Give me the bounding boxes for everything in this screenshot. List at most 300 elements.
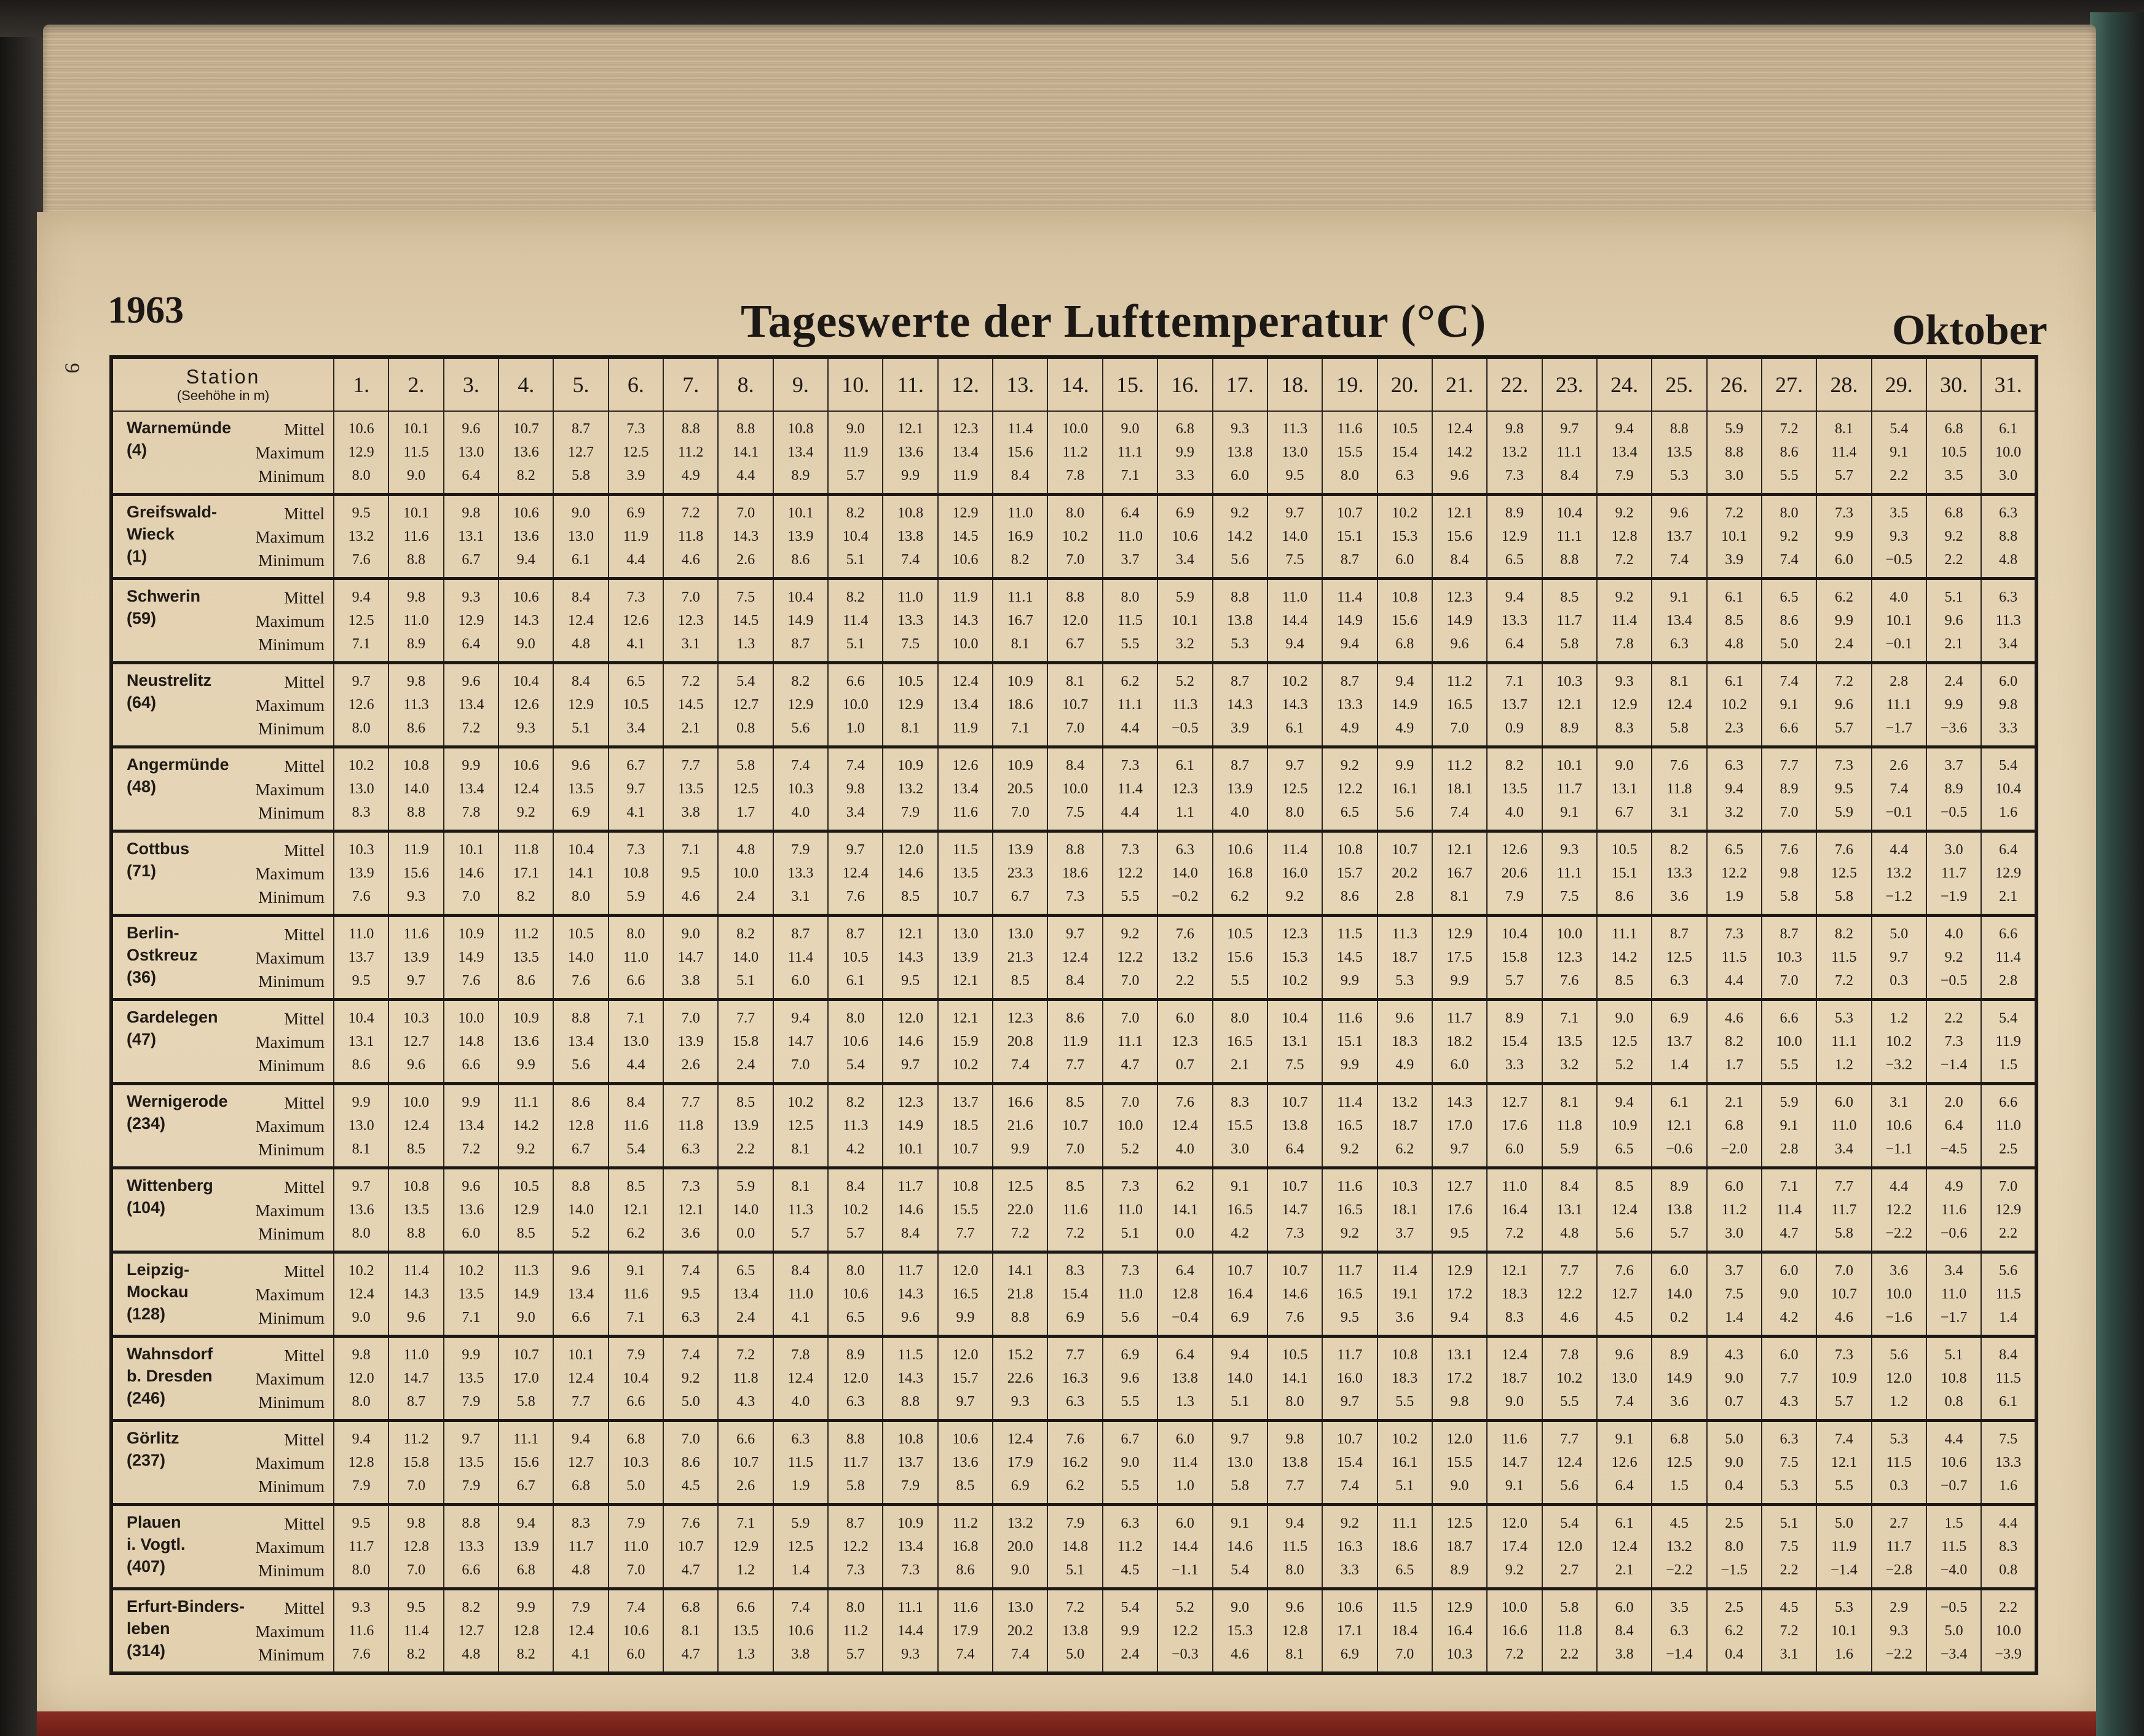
day-value-cell xyxy=(1542,1168,1597,1252)
minimum-value: 5.6 xyxy=(1231,552,1250,568)
maximum-value: 13.4 xyxy=(458,1118,484,1134)
maximum-value: 10.0 xyxy=(733,865,759,881)
minimum-value: 5.5 xyxy=(1834,1478,1853,1494)
day-value-cell xyxy=(1157,916,1212,1000)
mittel-value: 12.9 xyxy=(1446,926,1473,942)
day-value-cell xyxy=(773,831,828,916)
maximum-value: 9.2 xyxy=(1944,528,1963,544)
day-value-cell xyxy=(1707,1421,1762,1505)
mittel-value: 4.5 xyxy=(1779,1600,1799,1616)
mittel-value: 16.6 xyxy=(1007,1094,1033,1110)
minimum-value: 6.6 xyxy=(572,1310,591,1326)
minimum-value: 3.6 xyxy=(1669,889,1689,905)
maximum-value: 14.3 xyxy=(1282,697,1308,713)
mittel-value: 10.8 xyxy=(1336,842,1363,858)
mittel-value: 8.0 xyxy=(846,1600,865,1616)
minimum-value: 4.8 xyxy=(1999,552,2018,568)
day-value-cell xyxy=(1762,831,1816,916)
mittel-value: 9.0 xyxy=(1231,1600,1250,1616)
minimum-value: 8.0 xyxy=(1340,468,1359,484)
mittel-value: 9.4 xyxy=(1615,421,1634,437)
day-value-cell xyxy=(1103,1337,1157,1421)
minimum-value: 4.1 xyxy=(626,804,645,820)
day-value-cell xyxy=(883,916,937,1000)
day-value-cell xyxy=(609,1337,663,1421)
minimum-value: 0.0 xyxy=(736,1225,755,1241)
day-value-cell xyxy=(1047,579,1102,663)
mittel-value: 10.4 xyxy=(1501,926,1527,942)
day-value-cell xyxy=(1103,1505,1157,1589)
minimum-value: 6.0 xyxy=(1450,1057,1469,1073)
value-type-label: Mittel xyxy=(284,841,325,860)
maximum-value: 14.9 xyxy=(1446,613,1473,629)
station-cell xyxy=(111,411,334,495)
mittel-value: 2.4 xyxy=(1944,674,1963,689)
maximum-value: 13.9 xyxy=(787,528,814,544)
minimum-value: 5.7 xyxy=(1834,720,1853,736)
maximum-value: 14.3 xyxy=(897,1370,924,1386)
day-value-cell xyxy=(718,916,773,1000)
mittel-value: 8.1 xyxy=(1560,1094,1579,1110)
day-value-cell xyxy=(1597,1000,1652,1084)
mittel-value: 10.3 xyxy=(403,1010,430,1026)
day-value-cell xyxy=(334,1421,388,1505)
minimum-value: 5.8 xyxy=(1669,720,1689,736)
minimum-value: 9.9 xyxy=(1450,973,1469,989)
maximum-value: 16.5 xyxy=(1227,1034,1253,1050)
day-value-cell xyxy=(1597,1337,1652,1421)
maximum-value: 13.4 xyxy=(952,781,979,797)
minimum-value: 4.5 xyxy=(1615,1310,1634,1326)
maximum-value: 18.3 xyxy=(1392,1370,1418,1386)
minimum-value: 7.0 xyxy=(626,1562,645,1578)
minimum-value: 8.8 xyxy=(407,552,426,568)
minimum-value: −3.4 xyxy=(1940,1646,1968,1662)
minimum-value: 10.0 xyxy=(952,636,979,652)
maximum-value: 13.8 xyxy=(1666,1202,1692,1218)
minimum-value: 4.1 xyxy=(572,1646,591,1662)
minimum-value: 0.9 xyxy=(1505,720,1524,736)
day-value-cell xyxy=(883,1000,937,1084)
minimum-value: 9.3 xyxy=(901,1646,920,1662)
day-value-cell xyxy=(1981,1168,2036,1252)
station-row xyxy=(111,1421,2036,1505)
mittel-value: 14.3 xyxy=(1446,1094,1473,1110)
mittel-value: 11.0 xyxy=(1282,589,1308,605)
maximum-value: 18.6 xyxy=(1062,865,1089,881)
value-type-label: Maximum xyxy=(255,444,325,462)
mittel-value: 12.4 xyxy=(1501,1347,1527,1363)
day-value-cell xyxy=(828,1505,883,1589)
value-type-label: Maximum xyxy=(255,1454,325,1472)
mittel-value: 9.8 xyxy=(407,589,426,605)
maximum-value: 9.4 xyxy=(1725,781,1744,797)
maximum-value: 11.3 xyxy=(403,697,429,713)
maximum-value: 10.5 xyxy=(1941,444,1967,460)
mittel-value: 5.1 xyxy=(1944,1347,1963,1363)
mittel-value: 11.7 xyxy=(1337,1347,1363,1363)
mittel-value: 8.0 xyxy=(1121,589,1140,605)
day-value-cell xyxy=(883,1589,937,1674)
mittel-value: 9.8 xyxy=(1505,421,1524,437)
maximum-value: 11.9 xyxy=(1995,1034,2021,1050)
mittel-value: 10.8 xyxy=(897,1431,924,1447)
mittel-value: 6.6 xyxy=(1779,1010,1799,1026)
day-value-cell xyxy=(1377,916,1432,1000)
maximum-value: 11.0 xyxy=(1117,1286,1143,1302)
day-value-cell xyxy=(1926,1084,1981,1168)
maximum-value: 12.7 xyxy=(458,1623,484,1639)
minimum-value: 5.0 xyxy=(1066,1646,1085,1662)
maximum-value: 11.1 xyxy=(1886,697,1912,713)
maximum-value: 9.6 xyxy=(1944,613,1963,629)
maximum-value: 12.4 xyxy=(568,613,594,629)
maximum-value: 13.4 xyxy=(897,1539,924,1555)
station-cell xyxy=(111,1505,334,1589)
maximum-value: 16.5 xyxy=(1446,697,1473,713)
day-header: 23. xyxy=(1542,357,1597,411)
day-value-cell xyxy=(1322,1168,1377,1252)
mittel-value: 8.1 xyxy=(791,1179,810,1195)
mittel-value: 6.6 xyxy=(736,1600,755,1616)
station-row xyxy=(111,1084,2036,1168)
day-value-cell xyxy=(938,1421,993,1505)
day-value-cell xyxy=(388,1252,443,1337)
maximum-value: 8.5 xyxy=(1725,613,1744,629)
mittel-value: 9.4 xyxy=(791,1010,810,1026)
mittel-value: 11.2 xyxy=(1446,674,1473,689)
value-type-label: Mittel xyxy=(284,505,325,523)
day-value-cell xyxy=(663,1505,718,1589)
minimum-value: 8.6 xyxy=(791,552,810,568)
day-value-cell xyxy=(1487,1084,1542,1168)
minimum-value: 3.6 xyxy=(1395,1310,1414,1326)
mittel-value: 10.1 xyxy=(458,842,484,858)
minimum-value: 1.9 xyxy=(791,1478,810,1494)
minimum-value: 8.8 xyxy=(407,804,426,820)
maximum-value: 13.2 xyxy=(1501,444,1527,460)
day-value-cell xyxy=(883,663,937,747)
maximum-value: 12.8 xyxy=(1282,1623,1308,1639)
maximum-value: 14.8 xyxy=(458,1034,484,1050)
mittel-value: 9.1 xyxy=(1615,1431,1634,1447)
mittel-value: 11.5 xyxy=(1392,1600,1417,1616)
minimum-value: 3.3 xyxy=(1505,1057,1524,1073)
minimum-value: 1.5 xyxy=(1999,1057,2018,1073)
maximum-value: 11.8 xyxy=(1556,1623,1582,1639)
minimum-value: 4.2 xyxy=(1779,1310,1799,1326)
minimum-value: 6.1 xyxy=(846,973,865,989)
minimum-value: 6.8 xyxy=(1395,636,1414,652)
mittel-value: 5.4 xyxy=(1560,1515,1579,1531)
mittel-value: 8.2 xyxy=(736,926,755,942)
mittel-value: 11.2 xyxy=(1446,758,1473,774)
minimum-value: 4.2 xyxy=(1231,1225,1250,1241)
mittel-value: 7.7 xyxy=(1779,758,1799,774)
day-value-cell xyxy=(663,579,718,663)
maximum-value: 11.3 xyxy=(787,1202,813,1218)
maximum-value: 12.0 xyxy=(1062,613,1089,629)
day-value-cell xyxy=(663,1589,718,1674)
minimum-value: 1.7 xyxy=(736,804,755,820)
minimum-value: 6.7 xyxy=(1615,804,1634,820)
mittel-value: 6.8 xyxy=(1669,1431,1689,1447)
day-value-cell xyxy=(663,495,718,579)
mittel-value: 10.5 xyxy=(897,674,924,689)
minimum-value: 2.1 xyxy=(1944,636,1963,652)
maximum-value: 12.6 xyxy=(623,613,649,629)
day-value-cell xyxy=(1267,411,1322,495)
maximum-value: 10.2 xyxy=(1062,528,1089,544)
minimum-value: 6.6 xyxy=(462,1562,481,1578)
mittel-value: 8.8 xyxy=(572,1179,591,1195)
minimum-value: 9.6 xyxy=(407,1057,426,1073)
mittel-value: 10.2 xyxy=(787,1094,814,1110)
maximum-value: 12.5 xyxy=(1611,1034,1638,1050)
minimum-value: 6.6 xyxy=(1779,720,1799,736)
day-value-cell xyxy=(609,1505,663,1589)
minimum-value: 6.4 xyxy=(1615,1478,1634,1494)
day-value-cell xyxy=(938,663,993,747)
minimum-value: 0.2 xyxy=(1669,1310,1689,1326)
maximum-value: 10.8 xyxy=(1941,1370,1967,1386)
mittel-value: 7.3 xyxy=(1834,758,1853,774)
maximum-value: 13.5 xyxy=(568,781,594,797)
mittel-value: 9.4 xyxy=(352,589,371,605)
mittel-value: 12.6 xyxy=(1501,842,1527,858)
day-value-cell xyxy=(553,1168,608,1252)
mittel-value: 11.5 xyxy=(1337,926,1363,942)
day-value-cell xyxy=(828,1252,883,1337)
minimum-value: 5.8 xyxy=(516,1394,535,1410)
day-value-cell xyxy=(1652,1084,1706,1168)
mittel-value: 8.2 xyxy=(846,589,865,605)
mittel-value: 12.6 xyxy=(952,758,979,774)
minimum-value: −2.2 xyxy=(1666,1562,1693,1578)
maximum-value: 7.7 xyxy=(1779,1370,1799,1386)
day-value-cell xyxy=(334,1252,388,1337)
day-value-cell xyxy=(1487,1589,1542,1674)
minimum-value: 7.5 xyxy=(1066,804,1085,820)
day-value-cell xyxy=(1872,411,1926,495)
mittel-value: 10.4 xyxy=(568,842,594,858)
maximum-value: 14.2 xyxy=(513,1118,539,1134)
maximum-value: 11.7 xyxy=(349,1539,374,1555)
day-value-cell xyxy=(444,1000,499,1084)
maximum-value: 9.2 xyxy=(1779,528,1799,544)
mittel-value: 7.5 xyxy=(736,589,755,605)
maximum-value: 11.5 xyxy=(1995,1286,2021,1302)
day-value-cell xyxy=(1267,1505,1322,1589)
mittel-value: 11.3 xyxy=(513,1263,539,1279)
mittel-value: 8.7 xyxy=(1231,758,1250,774)
mittel-value: 7.3 xyxy=(1121,758,1140,774)
mittel-value: 2.2 xyxy=(1999,1600,2018,1616)
mittel-value: 9.2 xyxy=(1231,505,1250,521)
maximum-value: 17.6 xyxy=(1446,1202,1473,1218)
minimum-value: 8.8 xyxy=(901,1394,920,1410)
minimum-value: 5.8 xyxy=(1231,1478,1250,1494)
maximum-value: 13.0 xyxy=(1611,1370,1638,1386)
minimum-value: 7.7 xyxy=(956,1225,975,1241)
maximum-value: 18.1 xyxy=(1446,781,1473,797)
maximum-value: 12.2 xyxy=(1172,1623,1198,1639)
maximum-value: 13.2 xyxy=(897,781,924,797)
minimum-value: 7.0 xyxy=(1121,973,1140,989)
day-value-cell xyxy=(828,1168,883,1252)
mittel-value: 4.6 xyxy=(1725,1010,1744,1026)
minimum-value: 5.8 xyxy=(846,1478,865,1494)
mittel-value: 9.8 xyxy=(407,674,426,689)
maximum-value: 10.6 xyxy=(842,1286,869,1302)
mittel-value: 11.6 xyxy=(403,926,429,942)
minimum-value: 5.7 xyxy=(1505,973,1524,989)
maximum-value: 14.7 xyxy=(677,949,704,965)
mittel-value: 5.4 xyxy=(1890,421,1909,437)
value-type-label: Maximum xyxy=(255,528,325,546)
maximum-value: 17.4 xyxy=(1501,1539,1527,1555)
minimum-value: 8.0 xyxy=(1285,1394,1304,1410)
day-value-cell xyxy=(444,1421,499,1505)
minimum-value: 1.6 xyxy=(1834,1646,1853,1662)
mittel-value: 12.1 xyxy=(952,1010,979,1026)
minimum-value: 9.2 xyxy=(516,1141,535,1157)
maximum-value: 12.6 xyxy=(513,697,539,713)
day-value-cell xyxy=(444,411,499,495)
maximum-value: 10.6 xyxy=(623,1623,649,1639)
mittel-value: 6.0 xyxy=(1175,1515,1194,1531)
minimum-value: 8.2 xyxy=(1011,552,1030,568)
mittel-value: 6.3 xyxy=(1999,505,2018,521)
day-header: 18. xyxy=(1267,357,1322,411)
mittel-value: 5.2 xyxy=(1175,674,1194,689)
day-value-cell xyxy=(388,579,443,663)
day-value-cell xyxy=(444,1589,499,1674)
mittel-value: 8.7 xyxy=(1340,674,1359,689)
minimum-value: 7.6 xyxy=(462,973,481,989)
mittel-value: 7.1 xyxy=(1779,1179,1799,1195)
value-type-label: Minimum xyxy=(258,467,325,485)
maximum-value: 13.5 xyxy=(458,1455,484,1471)
mittel-value: 7.4 xyxy=(791,1600,810,1616)
day-value-cell xyxy=(1103,747,1157,831)
minimum-value: 6.0 xyxy=(1505,1141,1524,1157)
day-value-cell xyxy=(444,1505,499,1589)
minimum-value: 6.3 xyxy=(681,1141,700,1157)
mittel-value: 9.5 xyxy=(407,1600,426,1616)
mittel-value: 10.2 xyxy=(458,1263,484,1279)
day-value-cell xyxy=(1213,747,1267,831)
minimum-value: 7.2 xyxy=(1615,552,1634,568)
mittel-value: 12.4 xyxy=(1446,421,1473,437)
mittel-value: 12.9 xyxy=(1446,1600,1473,1616)
maximum-value: 11.8 xyxy=(1556,1118,1582,1134)
maximum-value: 9.8 xyxy=(846,781,865,797)
day-value-cell xyxy=(553,916,608,1000)
minimum-value: 2.2 xyxy=(1175,973,1194,989)
maximum-value: 15.6 xyxy=(1392,613,1418,629)
minimum-value: 2.6 xyxy=(681,1057,700,1073)
day-value-cell xyxy=(938,1252,993,1337)
day-value-cell xyxy=(1432,1337,1487,1421)
minimum-value: −1.9 xyxy=(1940,889,1968,905)
day-value-cell xyxy=(1377,1505,1432,1589)
mittel-value: 7.6 xyxy=(1066,1431,1085,1447)
minimum-value: 8.7 xyxy=(407,1394,426,1410)
day-value-cell xyxy=(1597,663,1652,747)
mittel-value: 9.4 xyxy=(1505,589,1524,605)
day-value-cell xyxy=(1487,1421,1542,1505)
day-value-cell xyxy=(1652,411,1706,495)
maximum-value: 12.3 xyxy=(1556,949,1583,965)
maximum-value: 15.5 xyxy=(1336,444,1363,460)
maximum-value: 9.2 xyxy=(681,1370,700,1386)
minimum-value: 7.2 xyxy=(1505,1225,1524,1241)
maximum-value: 14.9 xyxy=(897,1118,924,1134)
maximum-value: 13.0 xyxy=(458,444,484,460)
maximum-value: 10.7 xyxy=(677,1539,704,1555)
mittel-value: 6.3 xyxy=(1779,1431,1799,1447)
day-value-cell xyxy=(1707,1505,1762,1589)
mittel-value: 10.0 xyxy=(458,1010,484,1026)
day-value-cell xyxy=(388,747,443,831)
maximum-value: 14.9 xyxy=(787,613,814,629)
mittel-value: 5.0 xyxy=(1834,1515,1853,1531)
minimum-value: 7.5 xyxy=(901,636,920,652)
minimum-value: 4.6 xyxy=(1834,1310,1853,1326)
mittel-value: 11.3 xyxy=(1282,421,1308,437)
mittel-value: 12.0 xyxy=(1501,1515,1527,1531)
minimum-value: 2.1 xyxy=(1231,1057,1250,1073)
maximum-value: 14.3 xyxy=(733,528,759,544)
mittel-value: 13.2 xyxy=(1007,1515,1033,1531)
mittel-value: 7.2 xyxy=(736,1347,755,1363)
day-value-cell xyxy=(883,1252,937,1337)
mittel-value: 12.0 xyxy=(897,1010,924,1026)
minimum-value: 7.9 xyxy=(901,804,920,820)
mittel-value: 9.5 xyxy=(352,505,371,521)
station-name: Greifswald- Wieck (1) xyxy=(127,503,218,565)
mittel-value: 6.9 xyxy=(626,505,645,521)
mittel-value: 12.9 xyxy=(1446,1263,1473,1279)
day-value-cell xyxy=(1487,747,1542,831)
maximum-value: 13.7 xyxy=(1666,1034,1692,1050)
day-value-cell xyxy=(993,916,1047,1000)
mittel-value: 11.6 xyxy=(1337,1010,1363,1026)
maximum-value: 9.5 xyxy=(1834,781,1853,797)
maximum-value: 10.0 xyxy=(1995,444,2022,460)
maximum-value: 13.6 xyxy=(897,444,924,460)
maximum-value: 18.4 xyxy=(1392,1623,1418,1639)
minimum-value: −1.6 xyxy=(1885,1310,1913,1326)
mittel-value: 10.1 xyxy=(403,505,430,521)
day-value-cell xyxy=(1377,747,1432,831)
minimum-value: 10.1 xyxy=(897,1141,924,1157)
day-value-cell xyxy=(1103,1168,1157,1252)
minimum-value: 7.4 xyxy=(1011,1057,1030,1073)
minimum-value: 7.2 xyxy=(1066,1225,1085,1241)
day-value-cell xyxy=(1926,747,1981,831)
day-header: 12. xyxy=(938,357,993,411)
day-value-cell xyxy=(1157,1168,1212,1252)
maximum-value: 11.7 xyxy=(1556,613,1582,629)
minimum-value: 6.0 xyxy=(1395,552,1414,568)
maximum-value: 16.8 xyxy=(1227,865,1253,881)
minimum-value: 8.4 xyxy=(1066,973,1085,989)
maximum-value: 16.5 xyxy=(1336,1118,1363,1134)
mittel-value: 8.8 xyxy=(1231,589,1250,605)
maximum-value: 12.2 xyxy=(1117,865,1143,881)
